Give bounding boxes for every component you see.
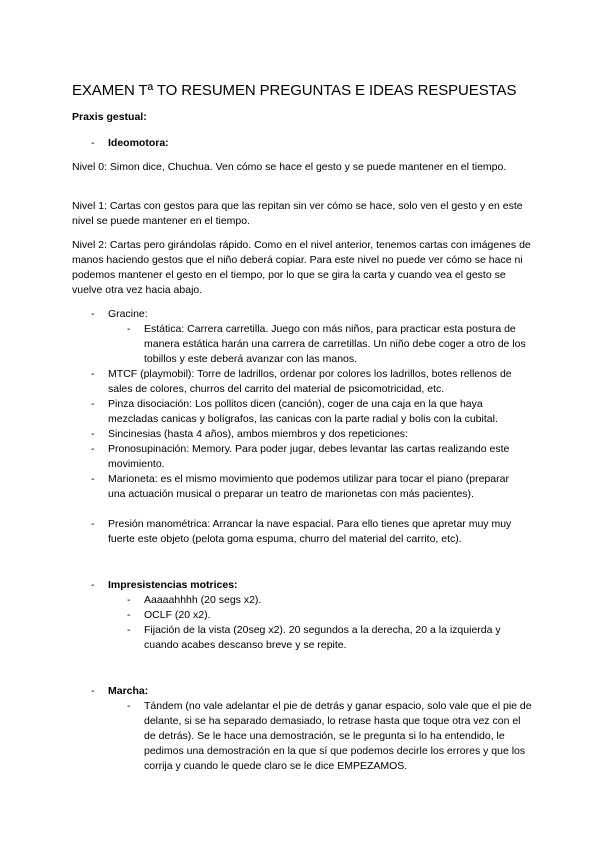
bullet-dash: - <box>91 368 95 380</box>
list-item-mtcf: MTCF (playmobil): Torre de ladrillos, ordenar por colores los ladrillos, botes rellenos de sales de colores, churros del carrito del material de psicomotricidad, etc. <box>108 368 512 395</box>
bullet-dash: - <box>127 594 131 606</box>
level-0-paragraph: Nivel 0: Simon dice, Chuchua. Ven cómo se hace el gesto y se puede mantener en el tiempo. <box>72 161 507 173</box>
bullet-dash: - <box>91 308 95 320</box>
bullet-dash: - <box>91 685 95 697</box>
list-item-sincinesias: Sincinesias (hasta 4 años), ambos miembros y dos repeticiones: <box>108 428 408 440</box>
bullet-dash: - <box>127 624 131 636</box>
list-item-tandem: Tándem (no vale adelantar el pie de detrás y ganar espacio, solo vale que el pie de delante, si se ha separado demasiado, lo retrase hasta que toque otra vez con el de detrás). Se le hace una demostración, se le pregunta si lo ha entendido, le pedimos una demostración en la que sí que podemos decirle los errores y que los corrija y cuando le quede claro se le dice EMPEZAMOS. <box>144 700 532 772</box>
subheading-marcha: Marcha: <box>108 685 149 697</box>
bullet-dash: - <box>91 518 95 530</box>
subheading-impersistencias: Impresistencias motrices: <box>108 579 238 591</box>
list-item-fijacion-vista: Fijación de la vista (20seg x2). 20 segundos a la derecha, 20 a la izquierda y cuando acabes descanso breve y se repite. <box>144 624 501 651</box>
bullet-dash: - <box>91 443 95 455</box>
bullet-dash: - <box>91 428 95 440</box>
list-item-gracine: Gracine: <box>108 308 148 320</box>
level-1-paragraph: Nivel 1: Cartas con gestos para que las repitan sin ver cómo se hace, solo ven el gesto y en este nivel se puede mantener en el tiempo. <box>72 200 523 227</box>
bullet-dash: - <box>127 700 131 712</box>
list-item-oclf: OCLF (20 x2). <box>144 609 211 621</box>
list-item-marioneta: Marioneta: es el mismo movimiento que podemos utilizar para tocar el piano (preparar una actuación musical o preparar un teatro de marionetas con más pacientes). <box>108 473 509 500</box>
section-heading-praxis-gestual: Praxis gestual: <box>72 111 147 123</box>
list-item-presion: Presión manométrica: Arrancar la nave espacial. Para ello tienes que apretar muy muy fuerte este objeto (pelota goma espuma, churro del material del carrito, etc). <box>108 518 512 545</box>
subheading-ideomotora: Ideomotora: <box>108 137 169 149</box>
list-item-pronosupinacion: Pronosupinación: Memory. Para poder jugar, debes levantar las cartas realizando este movimiento. <box>108 443 510 470</box>
bullet-dash: - <box>127 323 131 335</box>
level-2-paragraph: Nivel 2: Cartas pero girándolas rápido. Como en el nivel anterior, tenemos cartas con imágenes de manos haciendo gestos que el niño deberá copiar. Para este nivel no puede ver cómo se hace ni podemos mantener el gesto en el tiempo, por lo que se gira la carta y cuando vea el gesto se vuelve otra vez hacia abajo. <box>72 239 531 296</box>
bullet-dash: - <box>91 398 95 410</box>
bullet-dash: - <box>91 579 95 591</box>
bullet-dash: - <box>91 137 95 149</box>
list-item-aaaah: Aaaaahhhh (20 segs x2). <box>144 594 262 606</box>
list-item-estatica: Estática: Carrera carretilla. Juego con más niños, para practicar esta postura de manera estática harán una carrera de carretillas. Un niño debe coger a otro de los tobillos y este deberá avanzar con las manos. <box>144 323 526 365</box>
list-item-pinza: Pinza disociación: Los pollitos dicen (canción), coger de una caja en la que haya mezcladas canicas y bolígrafos, las canicas con la parte radial y bolis con la cubital. <box>108 398 498 425</box>
document-title: EXAMEN Tª TO RESUMEN PREGUNTAS E IDEAS RESPUESTAS <box>72 82 517 99</box>
bullet-dash: - <box>91 473 95 485</box>
bullet-dash: - <box>127 609 131 621</box>
